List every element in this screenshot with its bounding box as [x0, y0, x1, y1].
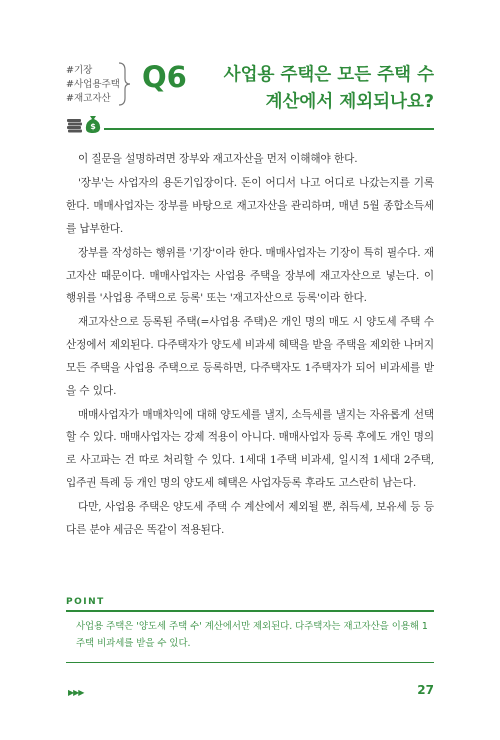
- paragraph: 다만, 사업용 주택은 양도세 주택 수 계산에서 제외될 뿐, 취득세, 보유세 등 등 다른 분야 세금은 똑같이 적용된다.: [66, 501, 434, 536]
- triple-arrow-icon: ▶▶▶: [68, 688, 84, 697]
- paragraph: '장부'는 사업자의 용돈기입장이다. 돈이 어디서 나고 어디로 나갔는지를 기록한다. 매매사업자는 장부를 바탕으로 재고자산을 관리하며, 매년 5월 종합소득세를 납부한다.: [66, 177, 434, 235]
- question-title-line: 사업용 주택은 모든 주택 수: [223, 65, 434, 85]
- question-title: [224, 62, 434, 116]
- paragraph: 매매사업자가 매매차익에 대해 양도세를 낼지, 소득세를 낼지는 자유롭게 선택할 수 있다. 매매사업자는 강제 적용이 아니다. 매매사업자 등록 후에도 개인 명의로 사고파는 건 따로 처리할 수 있다. 1세대 1주택 비과세, 일시적 1세대 2주택, 입주권 특례 등 개인 명의 양도세 혜택은 사업자등록 후라도 고스란히 남는다.: [66, 408, 434, 489]
- paragraph: 장부를 작성하는 행위를 '기장'이라 한다. 매매사업자는 기장이 특히 필수다. 재고자산 때문이다. 매매사업자는 사업용 주택을 장부에 재고자산으로 넣는다. 이 행위를 '사업용 주택으로 등록' 또는 '재고자산으로 등록'이라 한다.: [66, 246, 434, 305]
- hashtag: #재고자산: [66, 93, 111, 104]
- question-title-line: 계산에서 제외되나요?: [265, 92, 434, 112]
- header-divider: [104, 128, 434, 130]
- page-number: 27: [417, 683, 434, 697]
- point-text: 사업용 주택은 '양도세 주택 수' 계산에서만 제외된다. 다주택자는 재고자산을 이용해 1주택 비과세를 받을 수 있다.: [76, 621, 428, 649]
- money-bag-and-coins-icon: [66, 112, 102, 134]
- article-body: [66, 148, 434, 543]
- curly-brace-icon: [117, 62, 131, 106]
- paragraph: 재고자산으로 등록된 주택(=사업용 주택)은 개인 명의 매도 시 양도세 주택 수 산정에서 제외된다. 다주택자가 양도세 비과세 혜택을 받을 주택을 제외한 나머지 모든 주택을 사업용 주택으로 등록하면, 다주택자도 1주택자가 되어 비과세를 받을 수 있다.: [66, 316, 434, 397]
- svg-text:$: $: [90, 122, 96, 131]
- hashtag: #사업용주택: [66, 79, 120, 90]
- hashtag: #기장: [66, 65, 93, 76]
- hashtag-list: [66, 64, 120, 106]
- point-label: POINT: [66, 597, 105, 607]
- point-box: [66, 610, 434, 663]
- question-number: Q6: [142, 60, 187, 94]
- paragraph: 이 질문을 설명하려면 장부와 재고자산을 먼저 이해해야 한다.: [78, 153, 358, 165]
